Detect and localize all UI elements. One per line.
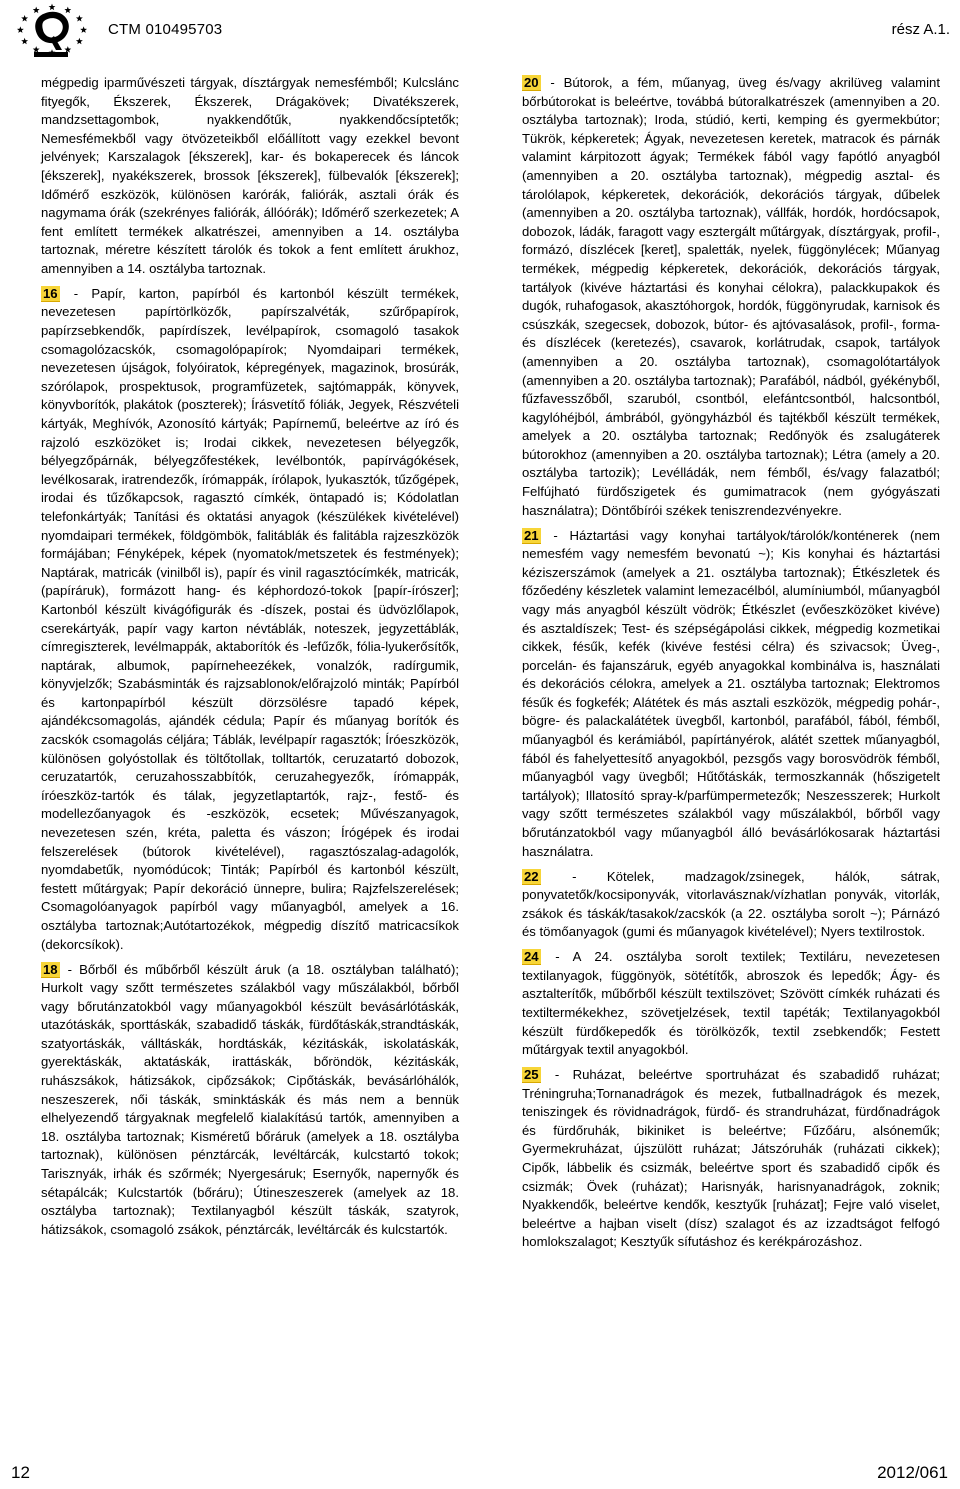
class-number-badge: 25	[524, 1067, 539, 1083]
class-number-badge: 22	[524, 868, 539, 884]
goods-text: - Háztartási vagy konyhai tartályok/tárolók/konténerek (nem nemesfém vagy nemesfém bevonatú ~); Kis konyhai és háztartási kéziszerszámok (amelyek a 21. osztályba tartoznak); Étkészletek és főzőedény készletek valamint lemezacélból, alumíniumból, műanyagból vagy más anyagból készült vödrök; Étkészlet (evőeszközöket kivéve) és asztaldíszek; Test- és szépségápolási cikkek, mégpedig kozmetikai cikkek, fésűk, kefék (kivéve festési célra) és szivacsok; Üveg-, porcelán- és fajanszáruk, egyéb anyagokkal kombinálva is, használati és dekorációs célokra, amelyek a 21. osztályba tartoznak; Elektromos fésűk és fogkefék; Alátétek és más asztali eszközök, mégpedig pohár-, bögre- és palackalátétek üvegből, kartonból, parafából, fából, fémből, műanyagból és kerámiából, papírtányérok, alátét szettek műanyagból, fából és fahelyettesítő anyagokból, pezsgős vagy borosvödrök fémből, műanyagból vagy üvegből; Hűtőtáskák, termoszkannák (hőszigetelt tartályok); Illatosító spray-k/parfümpermetezők; Neszesszerek; Hurkolt vagy szőtt természetes szálakból vagy műszálakból, bőrből vagy bőrutánzatokból vagy műanyagból álló bevásárlókosarak háztartási használatra.	[522, 527, 940, 859]
star-icon	[17, 26, 24, 33]
document-part: rész A.1.	[891, 21, 950, 38]
goods-text: mégpedig iparművészeti tárgyak, dísztárgyak nemesfémből; Kulcslánc fityegők, Ékszerek, Ékszerek, Drágakövek; Divatékszerek, mandzsettagombok, nyakkendőtűk, nyakkendőcsíptetők; Nemesfémekből vagy ötvözeteikből előállított vagy ezekkel bevont jelvények; Karszalagok [ékszerek], kar- és bokaperecek és láncok [ékszerek], nyakékszerek, brossok [ékszerek], fülbevalók [ékszerek]; Időmérő eszközök, különösen karórák, faliórák, asztali órák és nagymama órák (szekrényes faliórák, állóórák); Időmérő szerkezetek; A fent említett termékek alkatrészei, amennyiben a 14. osztályba tartoznak, méretre készített tárolók és tokok a fent említett árukhoz, amennyiben a 14. osztályba tartoznak.	[41, 75, 459, 276]
page-header	[0, 0, 960, 64]
star-icon	[33, 7, 40, 14]
right-column	[522, 74, 940, 1252]
goods-text: - Papír, karton, papírból és kartonból készült termékek, nevezetesen papírtörlközők, papírszalvéták, szűrőpapírok, papírzsebkendők, papírdíszek, levélpapírok, csomagoló tasakok csomagolózacskók, csomagolópapírok; Nyomdaipari termékek, nevezetesen újságok, folyóiratok, képregények, magazinok, brosúrák, szórólapok, prospektusok, programfüzetek, sajtómappák, könyvek, könyvborítók, plakátok (poszterek); Írásvetítő fóliák, Jegyek, Részvételi kártyák, Meghívók, Azonosító kártyák; Papírnemű, beleértve az író és rajzoló eszközöket is; Irodai cikkek, nevezetesen bélyegzők, bélyegzőpárnák, bélyegzőfestékek, levélbontók, papírvágókések, levélkosarak, iratrendezők, írómappák, írólapok, lyukasztók, tűzőgépek, irodai és tűzőkapcsok, ragasztó címkék, öntapadó is; Kódolatlan telefonkártyák; Tanítási és oktatási anyagok (készülékek kivételével) nyomdaipari termékek, földgömbök, falitáblák és falitábla rajzeszközök formájában; Fényképek, képek (nyomatok/metszetek és festmények); Naptárak, matricák (vinilből is), papír és vinil ragasztócímkék, matricák, (papíráruk), formázott hang- és képhordozó-tokok [papír-írószer]; Kartonból készült kivágófigurák és -díszek, postai és üdvözlőlapok, cserekártyák, papír vagy karton névtáblák, noteszek, jegyzettáblák, címregiszterek, levélmappák, aktaborítók és -lefűzők, fólia-lyukerősítők, naptárak, albumok, papírneheezékek, vonalzók, radírgumik, könyvjelzők; Szabásminták és rajzsablonok/előrajzoló minták; Papírból és kartonpapírból készült dörzsölésre tapadó képek, ajándékcsomagolás, ajándék cédula; Papír és műanyag borítók és zacskók csomagolás céljára; Táblák, levélpapír ragasztók; Íróeszközök, különösen golyóstollak és töltőtollak, tolltartók, ceruzatartó dobozok, ceruzatartók, ceruzahosszabbítók, ceruzahegyezők, írómappák, íróeszköz-tartók és tálak, jegyzetlaptartók, rajz-, festő- és modellezőanyagok és -eszközök, ecsetek; Művészanyagok, nevezetesen szén, kréta, paletta és vászon; Írógépek és irodai felszerelések (bútorok kivételével), ragasztószalag-adagolók, nyomdabetűk, nyomódúcok; Tinták; Papírból és kartonból készült, festett műtárgyak; Papír dekoráció ünnepre, bulira; Rajzfelszerelések; Csomagolóanyagok papírból vagy műanyagból, amelyek a 16. osztályba tartoznak;Autótartozékok, mégpedig díszítő matricacsíkok (dekorcsíkok).	[41, 285, 459, 952]
goods-paragraph	[522, 527, 940, 862]
goods-text: - A 24. osztályba sorolt textilek; Textiláru, nevezetesen textilanyagok, függönyök, sötétítők, abroszok és lepedők; Ágy- és asztalterítők, műbőrből készült textilszövet; Szövött címkék ruházati és textiltermékekhez, szövetjelzések, textil tapéták; Textilanyagokból készült fürdőkepedők és törölközők, textil zsebkendők; Festett műtárgyak textil anyagokból.	[522, 949, 940, 1058]
goods-paragraph	[41, 961, 459, 1240]
class-number-badge: 21	[524, 527, 539, 543]
goods-text: - Kötelek, madzagok/zsinegek, hálók, sátrak, ponyvatetők/kocsiponyvák, vitorlavásznak/vízhatlan ponyvák, vitorlák, zsákok és táskák/tasakok/zacskók (a 22. osztályba sorolt ~); Párnázó és tömőanyagok (gumi és műanyagok kivételével); Nyers textilrostok.	[522, 868, 940, 940]
star-icon	[21, 15, 28, 22]
left-column	[41, 74, 459, 1239]
class-number-badge: 24	[524, 949, 539, 965]
star-icon	[21, 38, 28, 45]
star-icon	[80, 26, 87, 33]
ohim-logo-icon	[4, 2, 100, 60]
class-number-badge: 16	[43, 285, 58, 301]
star-icon	[76, 15, 83, 22]
star-icon	[64, 46, 71, 53]
goods-paragraph	[41, 285, 459, 954]
star-icon	[76, 38, 83, 45]
star-icon	[33, 46, 40, 53]
goods-paragraph	[522, 1066, 940, 1252]
goods-text: - Ruházat, beleértve sportruházat és szabadidő ruházat; Tréningruha;Tornanadrágok és mezek, futballnadrágok és mezek, teniszingek és rövidnadrágok, fürdő- és strandruházat, fürdőnadrágok és fürdőruhák, bikiniket is beleértve; Fűzőáru, alsóneműk; Gyermekruházat, újszülött ruházat; Játszóruhák (ruházati cikkek); Cipők, lábbelik és csizmák, beleértve sport és szabadidő cipők és csizmák; Övek (ruházat); Harisnyák, harisnyanadrágok, zoknik; Nyakkendők, beleértve kendők, kesztyűk [ruházat]; Fejre való viselet, beleértve a hajban viselt (dísz) szalagot és az izzadtságot felfogó homlokszalagot; Kesztyűk sífutáshoz és kerékpározáshoz.	[522, 1067, 940, 1250]
bulletin-issue: 2012/061	[877, 1463, 948, 1482]
document-number: CTM 010495703	[108, 21, 223, 38]
class-number-badge: 18	[43, 961, 58, 977]
goods-text: - Bútorok, a fém, műanyag, üveg és/vagy akrilüveg valamint bőrbútorokat is beleértve, továbbá bútoralkatrészek (amennyiben a 20. osztályba tartoznak); Iroda, stúdió, kerti, kemping és gyermekbútor; Tükrök, képkeretek; Ágyak, nevezetesen keretek, matracok és párnák valamint kárpitozott ágyak; Termékek fából vagy fapótló anyagból (amennyiben a 20. osztályba tartoznak), mégpedig asztal- és tárolólapok, képkeretek, dekorációk, dekorációs tárgyak, dűbelek (amennyiben a 20. osztályba tartoznak), vállfák, hordók, hordócsapok, dobozok, ládák, faragott vagy esztergált műtárgyak, dísztárgyak, profil-, formázó, díszlécek [keret], spaletták, nyelek, függönylécek; Műanyag termékek, mégpedig képkeretek, dekorációk, dekorációs tárgyak, tartályok (kivéve háztartási és konyhai célokra), palackkupakok és dugók, ruhafogasok, akasztóhorgok, hordók, függönyrudak, karnisok és csúszkák, szegecsek, dobozok, bútor- és ajtóvasalások, profil-, forma- és díszlécek (keretezés), csavarok, korlátrudak, csapok, tartályok (amennyiben a 20. osztályba tartoznak), csomagolótartályok (amennyiben a 20. osztályba tartoznak); Parafából, nádból, gyékényből, fűzfavesszőből, szaruból, csontból, elefántcsontból, halcsontból, kagylóhéjból, ámbrából, gyöngyházból és tajtékből készült termékek, amelyek a 20. osztályba tartoznak; Redőnyök és zsalugáterek bútorokhoz (amennyiben a 20. osztályba tartoznak); Létra (amely a 20. osztályba tartozik); Levélládák, nem fémből, és/vagy falazatból; Felfújható fürdőszigetek és gumimatracok (nem gyógyászati használatra); Döntőbírói székek teniszrendezvényekre.	[522, 75, 940, 518]
goods-paragraph	[522, 948, 940, 1060]
star-icon	[49, 4, 56, 11]
goods-paragraph	[522, 868, 940, 942]
goods-paragraph	[522, 74, 940, 520]
star-icon	[64, 7, 71, 14]
class-number-badge: 20	[524, 75, 539, 90]
page-number: 12	[11, 1463, 30, 1482]
goods-text: - Bőrből és műbőrből készült áruk (a 18. osztályban található); Hurkolt vagy szőtt természetes szálakból vagy műszálakból, bőrből vagy bőrutánzatokból vagy műanyagokból készült bevásárlótáskák, utazótáskák, sporttáskák, szabadidő táskák, fürdőtáskák,strandtáskák, szatyortáskák, válltáskák, hordtáskák, kézitáskák, iskolatáskák, gyerektáskák, aktatáskák, irattáskák, bőröndök, kézitáskák, ruhászsákok, hátizsákok, cipőzsákok; Cipőtáskák, bevásárlóhálók, neszeszerek, női táskák, sminktáskák és más nem a bennük elhelyezendő tárgyaknak megfelelő kialakítású tartók, amennyiben a 18. osztályba tartoznak; Kisméretű bőráruk (amelyek a 18. osztályba tartoznak), különösen pénztárcák, levéltárcák, kulcstartó tokok; Tarisznyák, irhák és szőrmék; Nyergesáruk; Esernyők, napernyők és sétapálcák; Kulcstartók (bőráru); Útineszeszerek (amelyek az 18. osztályba tartoznak); Textilanyagból készült táskák, szatyrok, hátizsákok, csomagoló zsákok, pénztárcák, levéltárcák és kulcstartók.	[41, 961, 459, 1237]
goods-paragraph	[41, 74, 459, 279]
